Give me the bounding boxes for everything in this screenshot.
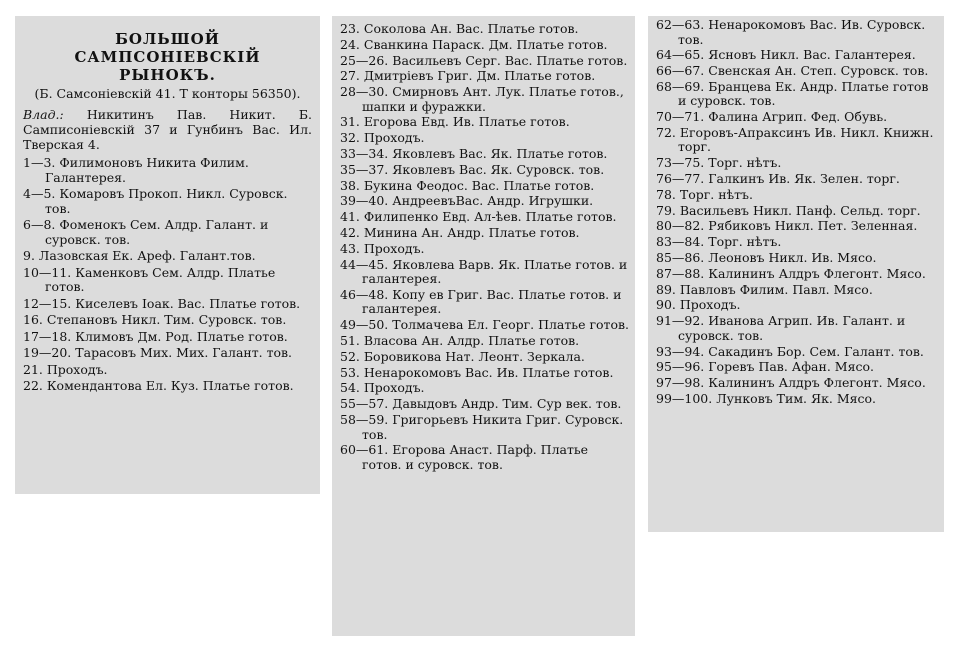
stall-number: 68—69. bbox=[656, 78, 705, 94]
title-line-2: РЫНОКЪ. bbox=[119, 66, 216, 84]
list-item bbox=[23, 363, 312, 378]
stall-number: 70—71. bbox=[656, 109, 705, 125]
stall-text: Дмитріевъ Григ. Дм. Платье готов. bbox=[363, 68, 596, 84]
stall-number: 60—61. bbox=[340, 442, 389, 458]
stall-text: Фалина Агрип. Фед. Обувь. bbox=[708, 109, 888, 125]
stall-text: Копу ев Григ. Вас. Платье готов. и галантерея. bbox=[362, 286, 622, 317]
stall-number: 42. bbox=[340, 225, 360, 241]
stall-text: Филипенко Евд. Ал-ѣев. Платье готов. bbox=[363, 209, 617, 225]
stall-number: 38. bbox=[340, 177, 360, 193]
stall-text: Горевъ Пав. Афан. Мясо. bbox=[708, 359, 874, 375]
stall-text: Фоменокъ Сем. Алдр. Галант. и суровск. тов. bbox=[45, 217, 269, 247]
stall-number: 6—8. bbox=[23, 217, 56, 232]
stall-text: Свенская Ан. Степ. Суровск. тов. bbox=[708, 63, 929, 79]
stall-number: 27. bbox=[340, 68, 360, 84]
stall-number: 31. bbox=[340, 114, 360, 130]
list-item bbox=[23, 266, 312, 295]
stall-number: 19—20. bbox=[23, 345, 72, 360]
list-item bbox=[340, 242, 629, 257]
list-item bbox=[340, 69, 629, 84]
stall-number: 53. bbox=[340, 364, 360, 380]
stall-number: 41. bbox=[340, 209, 360, 225]
list-item bbox=[340, 413, 629, 442]
list-item bbox=[340, 443, 629, 472]
column-1 bbox=[15, 16, 320, 494]
entry-list-3 bbox=[656, 18, 938, 406]
stall-number: 97—98. bbox=[656, 375, 705, 391]
stall-number: 28—30. bbox=[340, 84, 389, 100]
stall-text: Тарасовъ Мих. Мих. Галант. тов. bbox=[75, 345, 293, 360]
stall-text: Леоновъ Никл. Ив. Мясо. bbox=[708, 250, 877, 266]
stall-number: 43. bbox=[340, 240, 360, 256]
stall-number: 35—37. bbox=[340, 161, 389, 177]
stall-number: 83—84. bbox=[656, 234, 705, 250]
list-item bbox=[656, 360, 938, 375]
stall-text: Калининъ Алдръ Флегонт. Мясо. bbox=[708, 265, 926, 281]
stall-text: Егорова Анаст. Парф. Платье готов. и суровск. тов. bbox=[362, 442, 589, 472]
stall-number: 21. bbox=[23, 361, 43, 377]
stall-text: Ясновъ Никл. Вас. Галантерея. bbox=[708, 47, 916, 63]
stall-text: Комендантова Ел. Куз. Платье готов. bbox=[46, 378, 294, 393]
list-item bbox=[340, 54, 629, 69]
stall-number: 23. bbox=[340, 21, 360, 36]
stall-number: 49—50. bbox=[340, 317, 389, 333]
stall-number: 78. bbox=[656, 186, 676, 202]
stall-number: 12—15. bbox=[23, 295, 72, 311]
stall-number: 24. bbox=[340, 36, 360, 52]
stall-text: Соколова Ан. Вас. Платье готов. bbox=[363, 21, 579, 36]
stall-text: Климовъ Дм. Род. Платье готов. bbox=[75, 328, 288, 344]
stall-number: 52. bbox=[340, 348, 360, 364]
stall-number: 85—86. bbox=[656, 250, 705, 266]
stall-number: 16. bbox=[23, 312, 43, 327]
entry-list-1 bbox=[23, 156, 312, 394]
list-item bbox=[656, 156, 938, 171]
list-item bbox=[23, 379, 312, 394]
list-item bbox=[340, 163, 629, 178]
entry-list-2 bbox=[340, 22, 629, 472]
stall-number: 4—5. bbox=[23, 186, 56, 201]
stall-number: 76—77. bbox=[656, 171, 705, 187]
stall-text: Яковлева Варв. Як. Платье готов. и галантерея. bbox=[362, 256, 628, 287]
stall-text: Толмачева Ел. Георг. Платье готов. bbox=[392, 317, 630, 333]
stall-text: Давыдовъ Андр. Тим. Сур век. тов. bbox=[392, 396, 622, 412]
list-item bbox=[340, 147, 629, 162]
stall-number: 64—65. bbox=[656, 47, 705, 63]
stall-text: Смирновъ Ант. Лук. Платье готов., шапки и фуражки. bbox=[362, 84, 624, 114]
list-item bbox=[656, 251, 938, 266]
stall-number: 93—94. bbox=[656, 343, 705, 359]
list-item bbox=[23, 313, 312, 328]
list-item bbox=[23, 297, 312, 312]
list-item bbox=[340, 22, 629, 37]
stall-text: Проходъ. bbox=[363, 380, 425, 396]
stall-number: 72. bbox=[656, 124, 676, 140]
list-item bbox=[656, 235, 938, 250]
stall-text: Проходъ. bbox=[363, 240, 425, 256]
stall-number: 1—3. bbox=[23, 155, 56, 170]
stall-number: 44—45. bbox=[340, 256, 389, 272]
list-item bbox=[656, 18, 938, 47]
stall-number: 73—75. bbox=[656, 155, 705, 171]
stall-text: Павловъ Филим. Павл. Мясо. bbox=[679, 281, 873, 297]
stall-text: Торг. нѣтъ. bbox=[679, 186, 753, 202]
stall-text: Лунковъ Тим. Як. Мясо. bbox=[716, 390, 877, 406]
list-item bbox=[656, 376, 938, 391]
stall-number: 66—67. bbox=[656, 63, 705, 79]
stall-number: 62—63. bbox=[656, 17, 705, 32]
list-item bbox=[340, 179, 629, 194]
list-item bbox=[656, 172, 938, 187]
stall-text: Степановъ Никл. Тим. Суровск. тов. bbox=[46, 312, 287, 327]
stall-number: 79. bbox=[656, 202, 676, 218]
stall-text: Проходъ. bbox=[46, 361, 108, 377]
stall-text: Минина Ан. Андр. Платье готов. bbox=[363, 225, 580, 241]
list-item bbox=[340, 366, 629, 381]
list-item bbox=[23, 156, 312, 185]
list-item bbox=[656, 110, 938, 125]
stall-text: Бранцева Ек. Андр. Платье готов и суровск. тов. bbox=[678, 78, 929, 109]
stall-number: 54. bbox=[340, 380, 360, 396]
owners-line bbox=[23, 107, 312, 152]
stall-text: Ненарокомовъ Вас. Ив. Платье готов. bbox=[363, 364, 614, 380]
stall-number: 55—57. bbox=[340, 396, 389, 412]
stall-number: 95—96. bbox=[656, 359, 705, 375]
title-line-1: БОЛЬШОЙ САМПСОНІЕВСКІЙ bbox=[74, 30, 261, 66]
list-item bbox=[23, 346, 312, 361]
stall-text: АндреевъВас. Андр. Игрушки. bbox=[392, 193, 594, 209]
list-item bbox=[340, 318, 629, 333]
stall-text: Васильевъ Серг. Вас. Платье готов. bbox=[392, 52, 628, 68]
stall-text: Сванкина Параск. Дм. Платье готов. bbox=[363, 36, 608, 52]
stall-text: Сакадинъ Бор. Сем. Галант. тов. bbox=[708, 343, 924, 359]
list-item bbox=[340, 381, 629, 396]
list-item bbox=[656, 64, 938, 79]
stall-text: Егорова Евд. Ив. Платье готов. bbox=[363, 114, 570, 130]
stall-text: Комаровъ Прокоп. Никл. Суровск. тов. bbox=[45, 186, 288, 216]
stall-number: 33—34. bbox=[340, 146, 389, 162]
stall-text: Киселевъ Іоак. Вас. Платье готов. bbox=[75, 295, 301, 311]
list-item bbox=[656, 345, 938, 360]
list-item bbox=[340, 38, 629, 53]
list-item bbox=[656, 204, 938, 219]
list-item bbox=[23, 218, 312, 247]
stall-text: Лазовская Ек. Ареф. Галант.тов. bbox=[38, 248, 256, 263]
stall-text: Рябиковъ Никл. Пет. Зеленная. bbox=[708, 218, 918, 234]
list-item bbox=[340, 115, 629, 130]
stall-number: 89. bbox=[656, 281, 676, 297]
stall-text: Яковлевъ Вас. Як. Платье готов. bbox=[392, 146, 608, 162]
stall-text: Ненарокомовъ Вас. Ив. Суровск. тов. bbox=[678, 17, 926, 47]
list-item bbox=[340, 397, 629, 412]
list-item bbox=[656, 188, 938, 203]
stall-number: 9. bbox=[23, 248, 35, 263]
stall-text: Боровикова Нат. Леонт. Зеркала. bbox=[363, 348, 585, 364]
stall-text: Иванова Агрип. Ив. Галант. и суровск. тов. bbox=[678, 313, 906, 343]
list-item bbox=[656, 219, 938, 234]
list-item bbox=[340, 288, 629, 317]
stall-text: Филимоновъ Никита Филим. Галантерея. bbox=[45, 155, 249, 185]
stall-number: 46—48. bbox=[340, 286, 389, 302]
list-item bbox=[340, 258, 629, 287]
stall-text: Проходъ. bbox=[363, 130, 425, 146]
stall-text: Егоровъ-Апраксинъ Ив. Никл. Книжн. торг. bbox=[678, 124, 934, 155]
stall-text: Яковлевъ Вас. Як. Суровск. тов. bbox=[392, 161, 605, 177]
list-item bbox=[656, 267, 938, 282]
stall-text: Власова Ан. Алдр. Платье готов. bbox=[363, 333, 580, 349]
stall-number: 58—59. bbox=[340, 412, 389, 428]
list-item bbox=[656, 283, 938, 298]
list-item bbox=[656, 48, 938, 63]
list-item bbox=[23, 187, 312, 216]
list-item bbox=[656, 126, 938, 155]
owners-text: Никитинъ Пав. Никит. Б. Самписоніевскій 37 и Гунбинъ Вас. Ил. Тверская 4. bbox=[23, 107, 312, 152]
list-item bbox=[340, 210, 629, 225]
stall-text: Букина Феодос. Вас. Платье готов. bbox=[363, 177, 595, 193]
market-title bbox=[23, 30, 312, 84]
stall-text: Проходъ. bbox=[679, 297, 741, 313]
list-item bbox=[340, 226, 629, 241]
market-address: (Б. Самсоніевскій 41. Т конторы 56350). bbox=[34, 86, 301, 101]
stall-number: 90. bbox=[656, 297, 676, 313]
stall-text: Галкинъ Ив. Як. Зелен. торг. bbox=[708, 171, 900, 187]
list-item bbox=[23, 330, 312, 345]
stall-number: 80—82. bbox=[656, 218, 705, 234]
stall-text: Григорьевъ Никита Григ. Суровск. тов. bbox=[362, 412, 624, 442]
list-item bbox=[656, 314, 938, 343]
column-3 bbox=[648, 16, 944, 532]
stall-number: 99—100. bbox=[656, 390, 713, 406]
stall-number: 91—92. bbox=[656, 313, 705, 329]
stall-number: 22. bbox=[23, 378, 43, 393]
stall-number: 39—40. bbox=[340, 193, 389, 209]
stall-text: Васильевъ Никл. Панф. Сельд. торг. bbox=[679, 202, 921, 218]
stall-text: Торг. нѣтъ. bbox=[708, 155, 782, 171]
stall-number: 25—26. bbox=[340, 52, 389, 68]
list-item bbox=[340, 85, 629, 114]
stall-text: Торг. нѣтъ. bbox=[708, 234, 782, 250]
list-item bbox=[340, 131, 629, 146]
column-2 bbox=[332, 16, 635, 636]
list-item bbox=[656, 80, 938, 109]
list-item bbox=[656, 298, 938, 313]
stall-number: 17—18. bbox=[23, 328, 72, 344]
stall-number: 32. bbox=[340, 130, 360, 146]
list-item bbox=[656, 392, 938, 407]
list-item bbox=[23, 249, 312, 264]
list-item bbox=[340, 350, 629, 365]
list-item bbox=[340, 194, 629, 209]
stall-text: Каменковъ Сем. Алдр. Платье готов. bbox=[45, 264, 276, 294]
stall-number: 51. bbox=[340, 333, 360, 349]
stall-number: 87—88. bbox=[656, 265, 705, 281]
stall-number: 10—11. bbox=[23, 264, 72, 280]
stall-text: Калининъ Алдръ Флегонт. Мясо. bbox=[708, 375, 926, 391]
list-item bbox=[340, 334, 629, 349]
owners-label: Влад.: bbox=[23, 107, 64, 122]
